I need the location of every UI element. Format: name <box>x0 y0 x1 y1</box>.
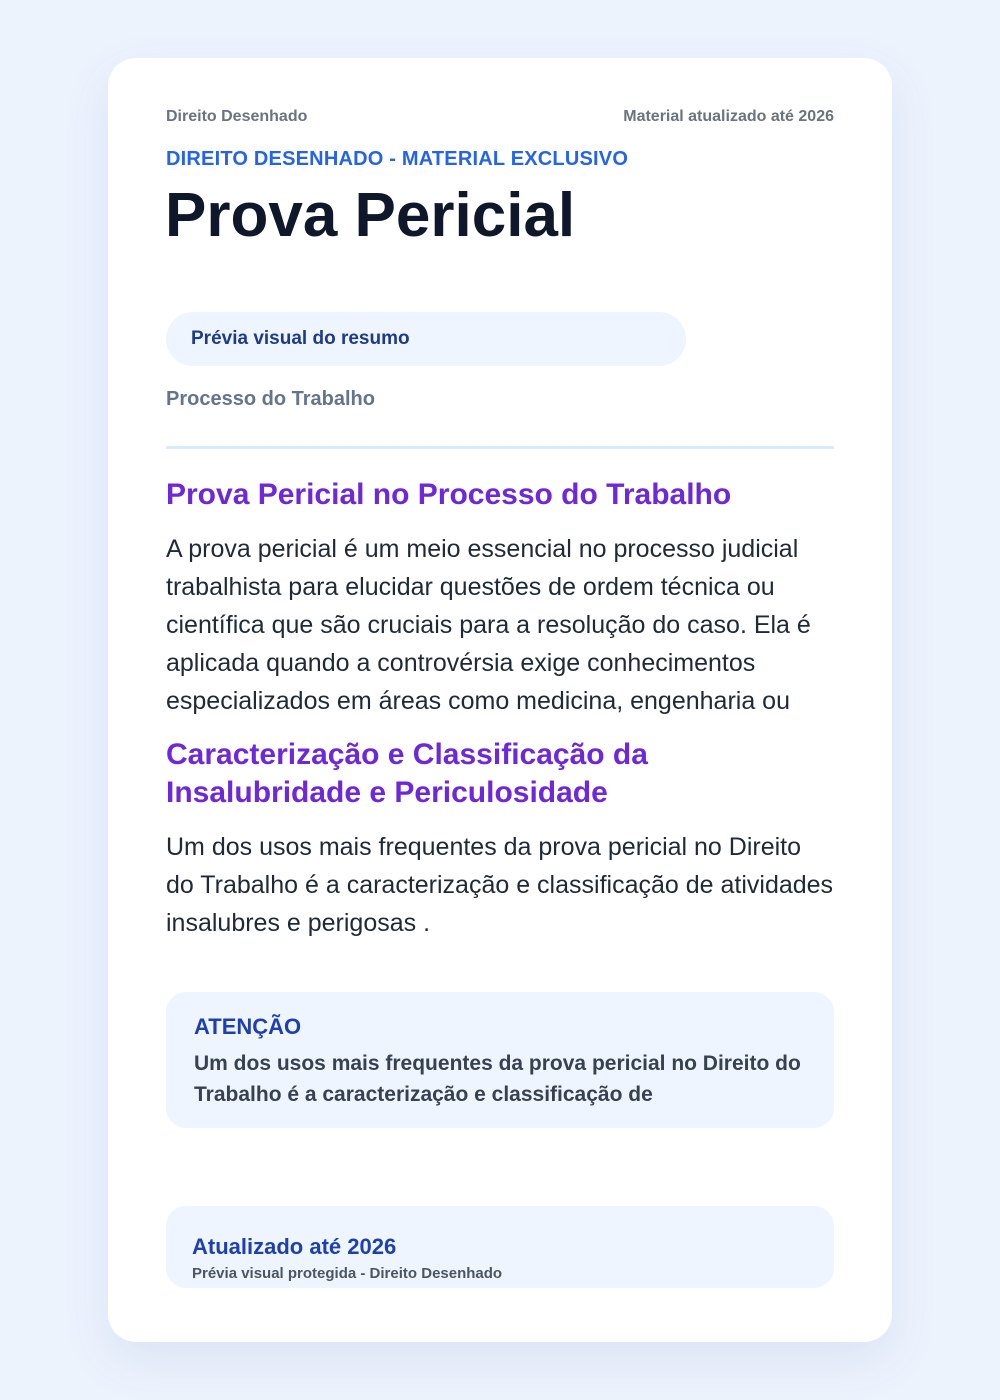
document-card <box>108 58 892 1342</box>
subject-label: Processo do Trabalho <box>166 388 375 410</box>
divider <box>166 446 834 449</box>
page-title: Prova Pericial <box>165 181 576 250</box>
footer-subtitle: Prévia visual protegida - Direito Desenhado <box>192 1265 503 1282</box>
updated-note: Material atualizado até 2026 <box>623 108 834 125</box>
preview-pill <box>166 312 686 366</box>
footer-box <box>166 1206 834 1288</box>
section-body: Um dos usos mais frequentes da prova pericial no Direito do Trabalho é a caracterização e classificação de atividades insalubres e perigosas . <box>166 833 834 937</box>
brand-label: Direito Desenhado <box>166 108 308 125</box>
section-heading: Prova Pericial no Processo do Trabalho <box>166 478 732 511</box>
attention-title: ATENÇÃO <box>194 1014 302 1039</box>
attention-body: Um dos usos mais frequentes da prova pericial no Direito do Trabalho é a caracterização e classificação de <box>194 1052 801 1106</box>
section-heading: Caracterização e Classificação da Insalubridade e Periculosidade <box>166 738 648 809</box>
footer-title: Atualizado até 2026 <box>192 1234 397 1259</box>
attention-callout <box>166 992 834 1128</box>
kicker-label: DIREITO DESENHADO - MATERIAL EXCLUSIVO <box>166 148 629 170</box>
section-body: A prova pericial é um meio essencial no processo judicial trabalhista para elucidar questões de ordem técnica ou científica que são cruciais para a resolução do caso. Ela é aplicada quando a controvérsia exige conhecimentos especializados em áreas como medicina, engenharia ou <box>166 535 811 715</box>
preview-pill-label: Prévia visual do resumo <box>191 328 410 349</box>
